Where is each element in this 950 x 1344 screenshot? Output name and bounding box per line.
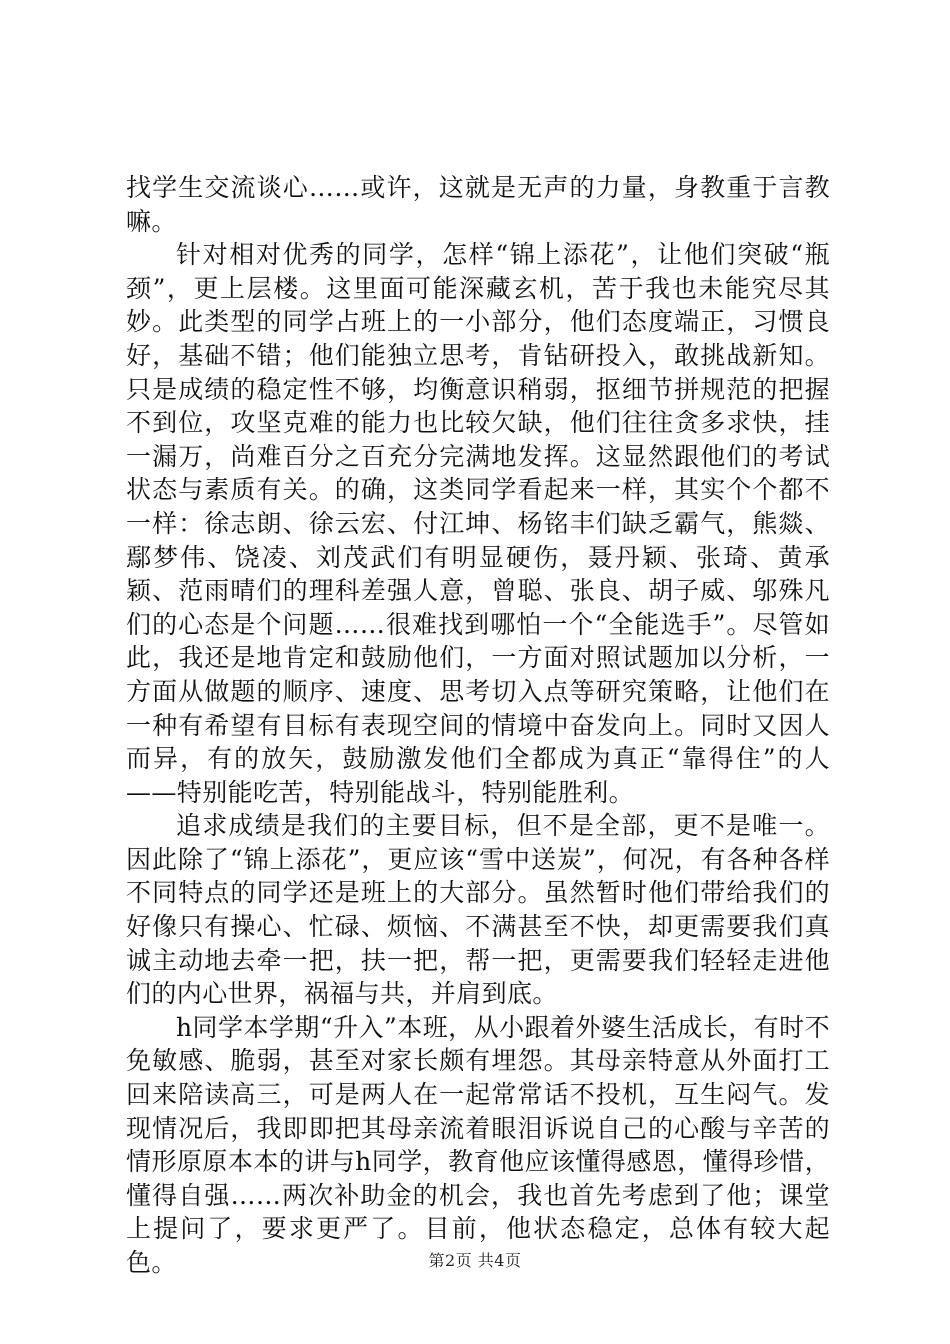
- paragraph-student-h: h同学本学期“升入”本班，从小跟着外婆生活成长，有时不免敏感、脆弱，甚至对家长颇有埋怨。其母亲特意从外面打工回来陪读高三，可是两人在一起常常话不投机，互生闷气。发现情况后，我即即把其母亲流着眼泪诉说自己的心酸与辛苦的情形原原本本的讲与h同学，教育他应该懂得感恩，懂得珍惜，懂得自强……两次补助金的机会，我也首先考虑到了他；课堂上提问了，要求更严了。目前，他状态稳定，总体有较大起色。: [126, 1012, 830, 1277]
- paragraph-continued: 找学生交流谈心……或许，这就是无声的力量，身教重于言教嘛。: [126, 173, 830, 236]
- paragraph-outstanding-students: 针对相对优秀的同学，怎样“锦上添花”，让他们突破“瓶颈”，更上层楼。这里面可能深藏玄机，苦于我也未能究尽其妙。此类型的同学占班上的一小部分，他们态度端正，习惯良好，基础不错；他们能独立思考，肯钻研投入，敢挑战新知。只是成绩的稳定性不够，均衡意识稍弱，抠细节拼规范的把握不到位，攻坚克难的能力也比较欠缺，他们往往贪多求快，挂一漏万，尚难百分之百充分完满地发挥。这显然跟他们的考试状态与素质有关。的确，这类同学看起来一样，其实个个都不一样：徐志朗、徐云宏、付江坤、杨铭丰们缺乏霸气，熊燚、鄢梦伟、饶凌、刘茂武们有明显硬伤，聂丹颖、张琦、黄承颖、范雨晴们的理科差强人意，曾聪、张良、胡子威、邬殊凡们的心态是个问题……很难找到哪怕一个“全能选手”。尽管如此，我还是地肯定和鼓励他们，一方面对照试题加以分析，一方面从做题的顺序、速度、思考切入点等研究策略，让他们在一种有希望有目标有表现空间的情境中奋发向上。同时又因人而异，有的放矢，鼓励激发他们全都成为真正“靠得住”的人——特别能吃苦，特别能战斗，特别能胜利。: [126, 240, 830, 807]
- paragraph-pursuit-of-grades: 追求成绩是我们的主要目标，但不是全部，更不是唯一。因此除了“锦上添花”，更应该“雪中送炭”，何况，有各种各样不同特点的同学还是班上的大部分。虽然暂时他们带给我们的好像只有操心、忙碌、烦恼、不满甚至不快，却更需要我们真诚主动地去牵一把，扶一把，帮一把，更需要我们轻轻走进他们的内心世界，祸福与共，并肩到底。: [126, 811, 830, 1009]
- document-body: [126, 171, 830, 1280]
- page-number-footer: 第2页 共4页: [428, 1251, 522, 1270]
